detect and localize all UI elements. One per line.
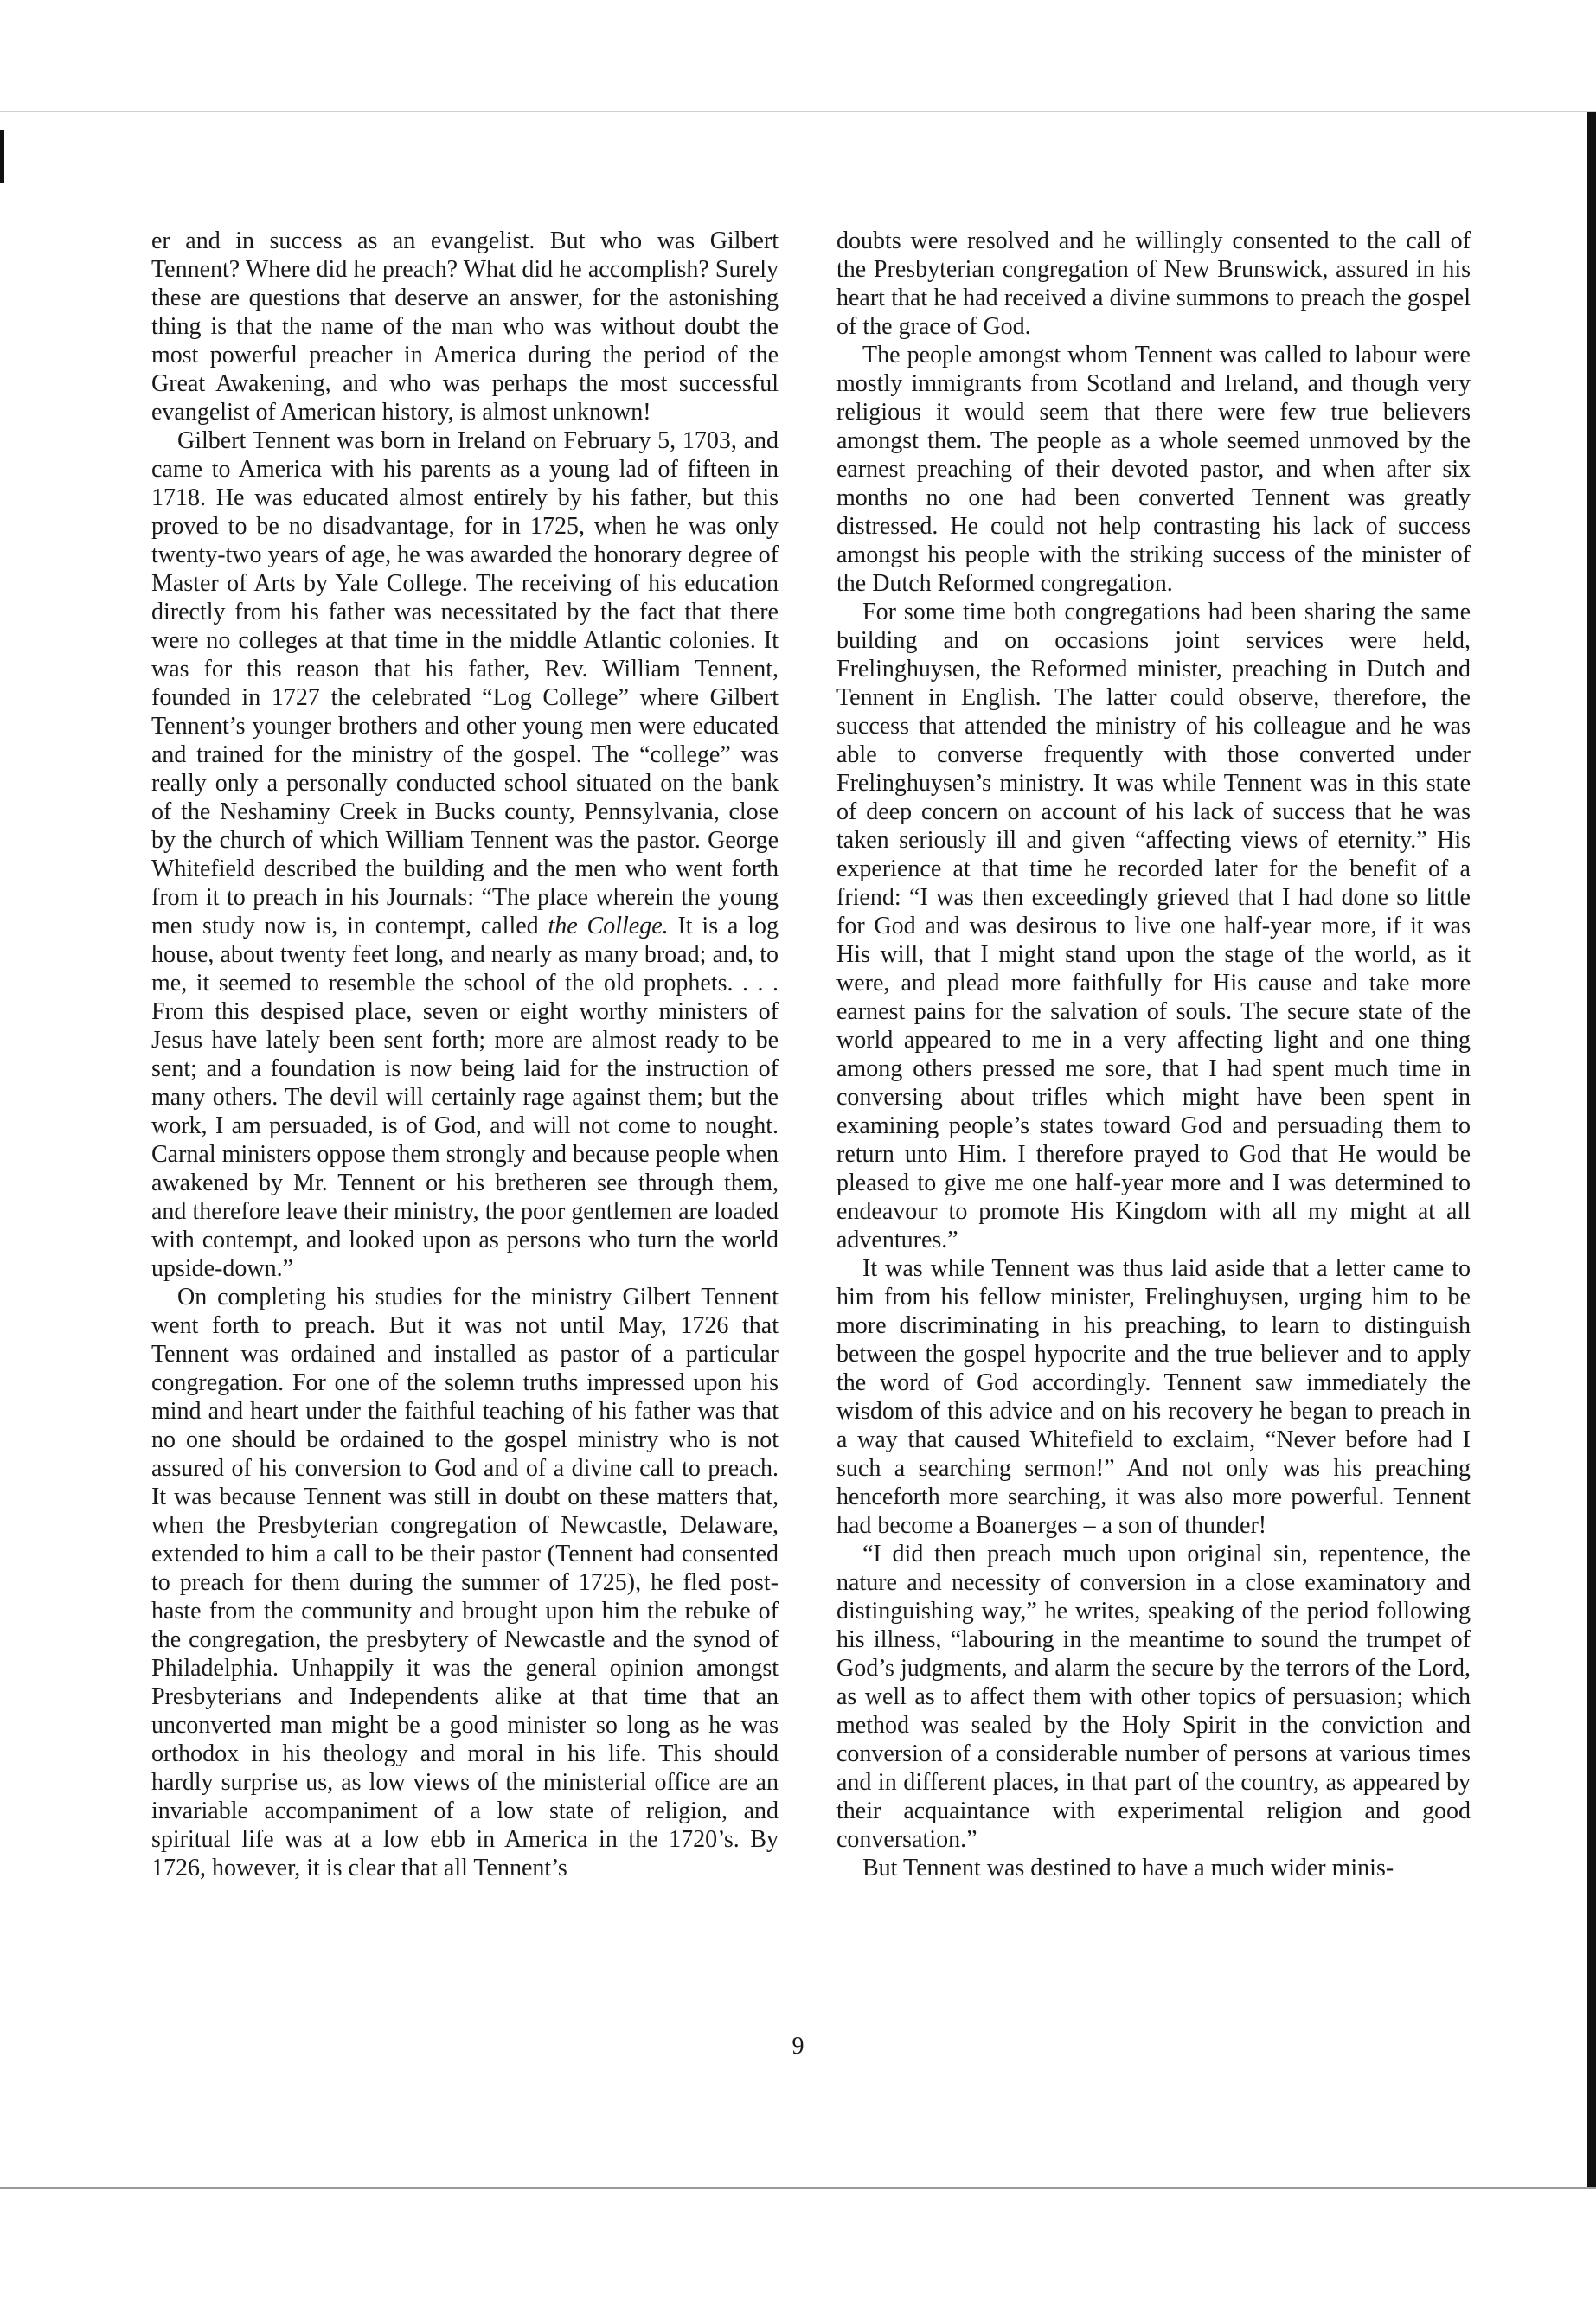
paragraph: But Tennent was destined to have a much wider minis- (862, 1855, 1394, 1881)
paragraph: On completing his studies for the ministry Gilbert Tennent went forth to preach. But it was not until May, 1726 that Tennent was ordained and installed as pastor of a particular congregation. For one of the solemn truths impressed upon his mind and heart under the faithful teaching of his father was that no one should be ordained to the gospel ministry who is not assured of his conversion to God and of a divine call to preach. It was because Tennent was still in doubt on these matters that, when the Presbyterian congregation of Newcastle, Delaware, extended to him a call to be their pastor (Tennent had consented to preach for them during the summer of 1725), he fled post-haste from the community and brought upon him the rebuke of the congregation, the presbytery of Newcastle and the synod of Philadelphia. Unhappily it was the general opinion amongst Presbyterians and Independents alike at that time that an unconverted man might be a good minister so long as he was orthodox in his theology and moral in his life. This should hardly surprise us, as low views of the ministerial office are an invariable accompaniment of a low state of religion, and spiritual life was at a low ebb in America in the 1720’s. By 1726, however, it is clear that all Tennent’s (151, 1284, 779, 1881)
paragraph: For some time both congregations had been sharing the same building and on occasions joint services were held, Frelinghuysen, the Reformed minister, preaching in Dutch and Tennent in English. The latter could observe, therefore, the success that attended the ministry of his colleague and he was able to converse frequently with those converted under Frelinghuysen’s ministry. It was while Tennent was in this state of deep concern on account of his lack of success that he was taken seriously ill and given “affecting views of eternity.” His experience at that time he recorded later for the benefit of a friend: “I was then exceedingly grieved that I had done so little for God and was desirous to live one half-year more, if it was His will, that I might stand upon the stage of the world, as it were, and plead more faithfully for His cause and take more earnest pains for the salvation of souls. The secure state of the world appeared to me in a very affecting light and one thing among others pressed me sore, that I had spent much time in conversing about trifles which might have been spent in examining people’s states toward God and persuading them to return unto Him. I therefore prayed to God that He would be pleased to give me one half-year more and I was determined to endeavour to promote His Kingdom with all my might at all adventures.” (836, 599, 1471, 1253)
paragraph: doubts were resolved and he willingly consented to the call of the Presbyterian congregation of New Brunswick, assured in his heart that he had received a divine summons to preach the gospel of the grace of God. (836, 228, 1471, 340)
paragraph: It was while Tennent was thus laid aside that a letter came to him from his fellow minister, Frelinghuysen, urging him to be more discriminating in his preaching, to learn to distinguish between the gospel hypocrite and the true believer and to apply the word of God accordingly. Tennent saw immediately the wisdom of this advice and on his recovery he began to preach in a way that caused Whitefield to exclaim, “Never before had I such a searching sermon!” And not only was his preaching henceforth more searching, it was also more powerful. Tennent had become a Boanerges – a son of thunder! (836, 1255, 1471, 1539)
italic-phrase: the College. (548, 913, 669, 939)
scan-right-edge (1587, 112, 1596, 2189)
left-column (151, 227, 779, 1882)
paragraph (151, 426, 779, 1283)
scan-left-mark (0, 130, 4, 183)
page-number: 9 (792, 2033, 804, 2060)
paragraph: The people amongst whom Tennent was called to labour were mostly immigrants from Scotland and Ireland, and though very religious it would seem that there were few true believers amongst them. The people as a whole seemed unmoved by the earnest preaching of their devoted pastor, and when after six months no one had been converted Tennent was greatly distressed. He could not help contrasting his lack of success amongst his people with the striking success of the minister of the Dutch Reformed congregation. (836, 342, 1471, 597)
scan-top-border (0, 111, 1596, 112)
paragraph-text: Gilbert Tennent was born in Ireland on February 5, 1703, and came to America with his parents as a young lad of fifteen in 1718. He was educated almost entirely by his father, but this proved to be no disadvantage, for in 1725, when he was only twenty-two years of age, he was awarded the honorary degree of Master of Arts by Yale College. The receiving of his education directly from his father was necessitated by the fact that there were no colleges at that time in the middle Atlantic colonies. It was for this reason that his father, Rev. William Tennent, founded in 1727 the celebrated “Log College” where Gilbert Tennent’s younger brothers and other young men were educated and trained for the ministry of the gospel. The “college” was really only a personally conducted school situated on the bank of the Neshaminy Creek in Bucks county, Pennsylvania, close by the church of which William Tennent was the pastor. George Whitefield described the building and the men who went forth from it to preach in his Journals: “The place wherein the young men study now is, in contempt, called (151, 427, 779, 939)
paragraph: er and in success as an evangelist. But who was Gilbert Tennent? Where did he preach? What did he accomplish? Surely these are questions that deserve an answer, for the astonishing thing is that the name of the man who was without doubt the most powerful preacher in America during the period of the Great Awakening, and who was perhaps the most successful evangelist of American history, is almost unknown! (151, 228, 779, 426)
paragraph: “I did then preach much upon original sin, repentence, the nature and necessity of conversion in a close examinatory and distinguishing way,” he writes, speaking of the period following his illness, “labouring in the meantime to sound the trumpet of God’s judgments, and alarm the secure by the terrors of the Lord, as well as to affect them with other topics of persuasion; which method was sealed by the Holy Spirit in the conviction and conversion of a considerable number of persons at various times and in different places, in that part of the country, as appeared by their acquaintance with experimental religion and good conversation.” (836, 1541, 1471, 1853)
right-column (836, 227, 1471, 1882)
paragraph-text: It is a log house, about twenty feet long, and nearly as many broad; and, to me, it seemed to resemble the school of the old prophets. . . . From this despised place, seven or eight worthy ministers of Jesus have lately been sent forth; more are almost ready to be sent; and a foundation is now being laid for the instruction of many others. The devil will certainly rage against them; but the work, I am persuaded, is of God, and will not come to nought. Carnal ministers oppose them strongly and because people when awakened by Mr. Tennent or his bretheren see through them, and therefore leave their ministry, the poor gentlemen are loaded with contempt, and looked upon as persons who turn the world upside-down.” (151, 913, 779, 1282)
scan-bottom-border (0, 2187, 1596, 2189)
